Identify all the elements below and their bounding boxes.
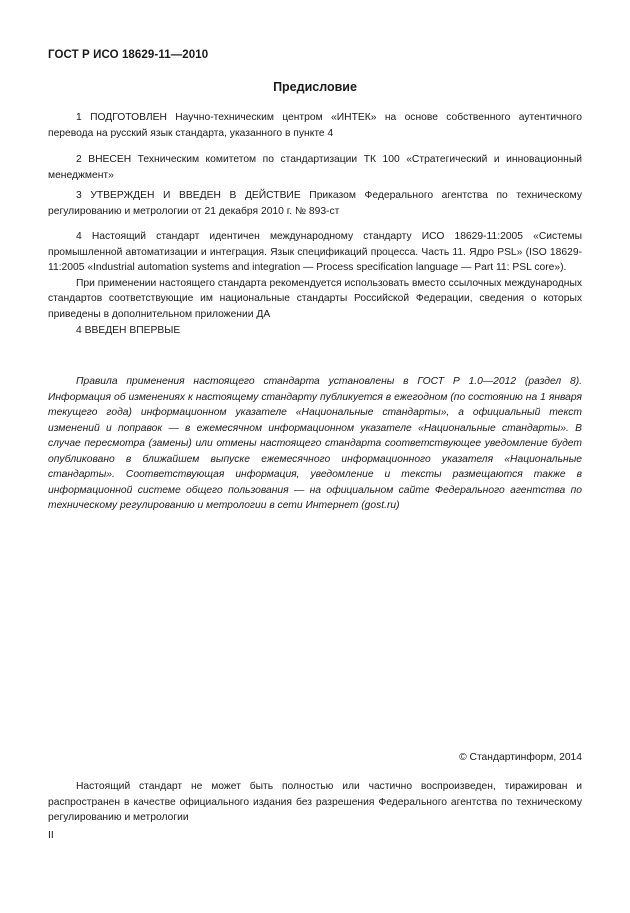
paragraph-text: 4 ВВЕДЕН ВПЕРВЫЕ [76,325,181,336]
paragraph-text: 1 ПОДГОТОВЛЕН Научно-техническим центром «ИНТЕК» на основе собственного аутентичного перевода на русский язык стандарта, указанного в пункте 4 [48,112,582,139]
paragraph-text: 2 ВНЕСЕН Техническим комитетом по стандартизации ТК 100 «Стратегический и инновационный менеджмент» [48,154,582,181]
paragraph-text: 3 УТВЕРЖДЕН И ВВЕДЕН В ДЕЙСТВИЕ Приказом Федерального агентства по техническому регулированию и метрологии от 21 декабря 2010 г. № 893-ст [48,190,582,217]
page-title: Предисловие [273,80,357,94]
paragraph-prepared-by [48,110,582,141]
paragraph-introduced-first [48,323,582,339]
reproduction-notice [48,779,582,826]
paragraph-identical-standard [48,229,582,322]
paragraph-approved [48,188,582,219]
paragraph-submitted-by [48,152,582,183]
document-code: ГОСТ Р ИСО 18629-11—2010 [48,49,209,61]
copyright: © Стандартинформ, 2014 [459,752,582,763]
application-rules-notice [48,374,582,514]
page-number: II [48,830,54,841]
paragraph-text: При применении настоящего стандарта рекомендуется использовать вместо ссылочных международных стандартов соответствующие им национальные стандарты Российской Федерации, сведения о которых приведены в дополнительном приложении ДА [48,277,582,320]
reproduction-text: Настоящий стандарт не может быть полностью или частично воспроизведен, тиражирован и распространен в качестве официального издания без разрешения Федерального агентства по техническому регулированию и метрологии [48,781,582,823]
paragraph-text: 4 Настоящий стандарт идентичен международному стандарту ИСО 18629-11:2005 «Системы промышленной автоматизации и интеграция. Язык спецификаций процесса. Часть 11. Ядро PSL» (ISO 18629-11:2005 «Industrial automation systems and integration — Process specification language — Part 11: PSL core»). [48,231,582,273]
notice-text: Правила применения настоящего стандарта установлены в ГОСТ Р 1.0—2012 (раздел 8). Информация об изменениях к настоящему стандарту публикуется в ежегодном (по состоянию на 1 января текущего года) информационном указателе «Национальные стандарты», а официальный текст изменений и поправок — в ежемесячном информационном указателе «Национальные стандарты». В случае пересмотра (замены) или отмены настоящего стандарта соответствующее уведомление будет опубликовано в ближайшем выпуске ежемесячного информационного указателя «Национальные стандарты». Соответствующая информация, уведомление и тексты размещаются также в информационной системе общего пользования — на официальном сайте Федерального агентства по техническому регулированию и метрологии в сети Интернет (gost.ru) [48,376,582,511]
